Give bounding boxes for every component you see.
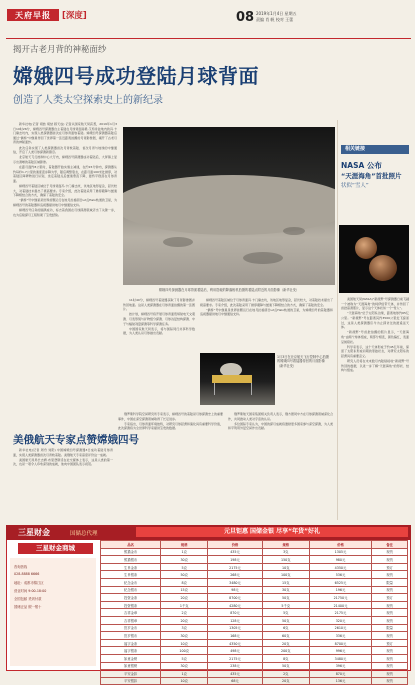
photo-crater: [243, 252, 283, 264]
paragraph: 按计划，嫦娥四号将开展月球背面低频射电天文观测、月表形貌与矿物组分探测、月球浅层结构探测、中子与辐射剂量探测等科学探测任务。: [123, 312, 195, 326]
ad-table-cell: 5克: [161, 563, 208, 571]
ad-table-cell: 福字金条: [101, 639, 161, 647]
ad-table-cell: 2175元: [309, 609, 372, 617]
ad-table-cell: 现货: [372, 548, 408, 556]
newspaper-logo: 天府早报: [7, 9, 59, 21]
ad-table-header: [101, 541, 408, 549]
ad-subtitle: 国储总代理: [70, 531, 98, 537]
lander-photo: [200, 353, 275, 405]
article2-column-1: [13, 448, 113, 520]
ad-info-row: 国储正品 假一赔十: [14, 605, 42, 609]
ad-table-row: [101, 616, 408, 624]
ad-table-cell: 现货: [372, 632, 408, 640]
ad-table-cell: 现货: [372, 647, 408, 655]
ad-table-cell: 8700元: [309, 639, 372, 647]
section-label: [深度]: [62, 11, 87, 21]
ad-table-header-cell: 规格: [262, 541, 309, 549]
ad-table-row: [101, 594, 408, 602]
ad-table-row: [101, 662, 408, 670]
sidebar-title-line2: “天涯海角”首批照片: [341, 172, 402, 180]
paragraph: 研究人员将在未来数月内陆续接收“新视野”号传回的数据，以进一步了解“天涯海角”的形状、结构与组成。: [341, 359, 409, 373]
ad-table-row: [101, 548, 408, 556]
ad-table-cell: 3克: [161, 624, 208, 632]
paragraph: 美国航天局(NASA)“新视野”号探测器日前飞越一个被称为“天涯海角”的柯伊伯带天体，并传回了首批高清照片，显示这个天体状似一个“雪人”。: [341, 297, 409, 311]
lunar-surface-photo: [123, 127, 335, 285]
ad-table-cell: 980元: [309, 556, 372, 564]
photo-lobe-large: [369, 255, 397, 281]
paragraph: 嫦娥四号着陆区域位于月球背面冯·卡门撞击坑，该地区地形复杂，起伏较大，对着陆技术提出了极高要求。专家介绍，此次着陆采用了悬停避障与缓速下降相结合的方式，确保了着陆的安全。: [13, 184, 117, 198]
ad-table-cell: 2175元: [208, 654, 263, 662]
ad-table-cell: 98元: [208, 586, 263, 594]
ad-table-cell: 4350元: [208, 639, 263, 647]
photo-crater: [163, 237, 193, 247]
lander-photo-caption: 1月3日在北京航天飞行控制中心拍摄的嫦娥四号着陆器传回的月面影像（新华社发）: [277, 355, 329, 368]
ad-table-cell: 10克: [161, 639, 208, 647]
ad-table-row: [101, 563, 408, 571]
article2-column-3: [228, 412, 333, 520]
ad-table-cell: 30克: [161, 662, 208, 670]
ad-table-cell: 熊猫银币: [101, 556, 161, 564]
ad-table-cell: 30克: [161, 556, 208, 564]
ad-table-cell: 50克: [161, 571, 208, 579]
ad-table-cell: 6525元: [309, 578, 372, 586]
photo-lobe-small: [355, 237, 377, 259]
paragraph: 新华社电(记者 胡喆 胡喆 顾天成) 记者从国家航天局获悉，2019年1月3日10时26分，嫦娥四号探测器自主着陆在月球背面南极-艾特肯盆地内的冯·卡门撞击坑内，实现人类探测器首次在月球背面软着陆。嫦娥四号探测器着陆后通过“鹊桥”中继星传回了世界第一张近距离拍摄的月背影像图，揭开了古老月背的神秘面纱。: [13, 122, 117, 145]
ad-table-cell: 平安银扣: [101, 677, 161, 685]
ad-table-cell: 5克: [262, 609, 309, 617]
ad-table-cell: 6克: [262, 624, 309, 632]
ad-table-cell: 20克: [161, 616, 208, 624]
ad-table-cell: 现货: [372, 654, 408, 662]
photo-caption: 嫦娥四号探测器在月球背面着陆后，利用搭载的降落相机拍摄的着陆点附近的月面影像（新华社发）: [158, 288, 300, 292]
ultima-thule-photo: [339, 225, 409, 293]
paragraph: 在距月面约8公里时，着陆器开始实施主减速，在约15分钟内，探测器从约每秒1.7公里的速度逐步降为零，随后调整姿态，在距月面100米处悬停，对着陆区障碍物进行识别，选定着陆点后缓速垂直下降，最终平稳落在月球背面。: [13, 165, 117, 183]
photo-crater: [283, 227, 305, 235]
ad-table-cell: 1千克: [161, 601, 208, 609]
ad-table-cell: 现货: [372, 670, 408, 678]
ad-table-cell: 20克: [161, 594, 208, 602]
ad-table-cell: 2610元: [309, 624, 372, 632]
ad-table-cell: 如意金锁: [101, 654, 161, 662]
ad-table-cell: 2175元: [208, 563, 263, 571]
ad-table-cell: 320元: [309, 616, 372, 624]
paragraph: 中国国家航天局表示，将与国际同行共享科学数据，为人类认识月球做出贡献。: [123, 326, 195, 336]
ad-table-cell: 336元: [309, 632, 372, 640]
ad-table-cell: 1克: [161, 670, 208, 678]
article-kicker: 揭开古老月背的神秘面纱: [13, 45, 107, 55]
ad-table-cell: 现货: [372, 609, 408, 617]
article2-title: 美俄航天专家点赞嫦娥四号: [13, 434, 139, 446]
ad-table-cell: 生肖金条: [101, 563, 161, 571]
ad-table-row: [101, 571, 408, 579]
ad-table-row: [101, 647, 408, 655]
ad-info-row: 028-8888 6666: [14, 572, 40, 576]
page-number: 08: [236, 10, 255, 25]
paragraph: 此次任务实现了人类探测器首次月背软着陆、首次月背与地球的中继通信，开启了人类月球探测新篇章。: [13, 145, 117, 155]
related-links-label: 相关链接: [341, 145, 409, 154]
ad-table-row: [101, 677, 408, 685]
article1-column-1: [13, 122, 117, 427]
ad-info-row: 地址：成都市锦江区: [14, 581, 44, 585]
ad-table-row: [101, 670, 408, 678]
ad-table-cell: 限量: [372, 578, 408, 586]
article-subhead: 创造了人类太空探索史上的新纪录: [13, 95, 163, 106]
ad-table-cell: 196元: [309, 586, 372, 594]
photo-panel: [212, 375, 252, 383]
ad-store-name: 三星财金商城: [18, 543, 93, 554]
paragraph: 新华社电(记者 周舟 刘阳) 中国嫦娥四号探测器3日成功着陆月球背面，实现人类探测器首次月背软着陆。美俄航天专家高度评价这一成就。: [13, 448, 113, 457]
column-divider: [337, 120, 338, 520]
ad-table-header-cell: 价格: [208, 541, 263, 549]
ad-table-cell: 贺岁金币: [101, 624, 161, 632]
ad-table-row: [101, 639, 408, 647]
ad-table-cell: 10克: [161, 677, 208, 685]
ad-info-row: 营业时间 9:00-18:00: [14, 589, 47, 593]
ad-table-cell: 现货: [372, 662, 408, 670]
ad-table-cell: 贺岁银币: [101, 632, 161, 640]
paragraph: “新视野”号首批拍摄的照片显示，“天涯海角”由两个球体组成，两部分相连，颜色偏红，表面呈斑驳状。: [341, 330, 409, 344]
ad-table-cell: 3480元: [309, 654, 372, 662]
ad-table-row: [101, 586, 408, 594]
article1-column-2: [123, 298, 195, 423]
article2-column-2: [118, 412, 223, 520]
ad-table-cell: 8克: [262, 654, 309, 662]
ad-table-row: [101, 601, 408, 609]
paragraph: “鹊桥”号中继星是世界首颗运行在地月拉格朗日L2点Halo轨道的卫星，为嫦娥四号的着陆器和巡视器提供地月中继通信支持。: [200, 307, 333, 317]
paragraph: “鹊桥”号中继星是世界首颗运行在地月拉格朗日L2点Halo轨道的卫星，为嫦娥四号的着陆器和巡视器提供地月中继通信支持。: [13, 198, 117, 208]
ad-table-cell: 21750元: [309, 594, 372, 602]
editor-text: 责编 肖 帆 校对 王蕾: [256, 16, 294, 22]
ad-table-cell: 5克: [161, 654, 208, 662]
paragraph: 专家指出，月球背面环境独特，对研究月球起源和演化具有重要科学价值，此次探测将为全世界科学家提供宝贵的数据。: [118, 421, 223, 431]
ad-table-cell: 如意银锁: [101, 662, 161, 670]
ad-table-cell: 20克: [262, 639, 309, 647]
ad-table-cell: 4280元: [208, 601, 263, 609]
ad-table-row: [101, 654, 408, 662]
ad-table-cell: 2克: [262, 670, 309, 678]
ad-table-cell: 预订: [372, 594, 408, 602]
ad-table-cell: 4350元: [309, 563, 372, 571]
paragraph: 科学家表示，这个天体形成于约45亿年前，保留了太阳系形成初期的原始状态，对研究太阳系的起源具有重要意义。: [341, 344, 409, 358]
ad-table-cell: 预订: [372, 639, 408, 647]
ad-table-cell: 870元: [309, 670, 372, 678]
ad-table-cell: 238元: [208, 662, 263, 670]
ad-table-cell: 50克: [262, 594, 309, 602]
ad-table-cell: 现货: [372, 586, 408, 594]
ad-info-row: 咨询热线: [14, 565, 28, 569]
ad-table-cell: 吉祥金章: [101, 609, 161, 617]
ad-table-cell: 3480元: [208, 578, 263, 586]
paragraph: 多位国际专家认为，中国的探月成就将激励更多国家参与深空探测，为人类和平利用外层空间作出贡献。: [228, 421, 333, 431]
paragraph: 嫦娥四号任务的圆满成功，标志着我国在月球探测领域迈出了关键一步，也为后续探月工程积累了宝贵经验。: [13, 208, 117, 217]
photo-legs: [214, 383, 252, 395]
ad-table-row: [101, 632, 408, 640]
ad-table-cell: 1305元: [309, 548, 372, 556]
ad-table-row: [101, 556, 408, 564]
article1-column-3: [200, 298, 333, 350]
ad-table-cell: 8700元: [208, 594, 263, 602]
ad-table-cell: 128元: [208, 616, 263, 624]
ad-table-cell: 现货: [372, 571, 408, 579]
ad-table-cell: 536元: [309, 571, 372, 579]
ad-table-cell: 15克: [262, 578, 309, 586]
paragraph: 北京航天飞行控制中心大厅内，嫦娥四号探测器成功着陆后，大屏幕上显示出清晰的着陆区域影像。: [13, 155, 117, 164]
ad-table-cell: 100克: [161, 647, 208, 655]
ad-table-cell: 福字银条: [101, 647, 161, 655]
ad-table-cell: 870元: [208, 609, 263, 617]
ad-table-header-cell: 备注: [372, 541, 408, 549]
ad-table-cell: 纪念金币: [101, 578, 161, 586]
ad-table-cell: 21400元: [309, 601, 372, 609]
ad-table-cell: 投资银条: [101, 601, 161, 609]
ad-table-cell: 现货: [372, 556, 408, 564]
ad-table-cell: 435元: [208, 548, 263, 556]
ad-table-cell: 996元: [309, 647, 372, 655]
ad-table-cell: 50克: [262, 662, 309, 670]
photo-ridge: [123, 175, 335, 235]
date-text: 2019年1月4日 星期五: [256, 11, 297, 16]
ad-info-row: 全国包邮 货到付款: [14, 597, 42, 601]
ad-table-row: [101, 609, 408, 617]
paragraph: 嫦娥四号着陆区域位于月球背面冯·卡门撞击坑，该地区地形复杂，起伏较大，对着陆技术提出了极高要求。专家介绍，此次着陆采用了悬停避障与缓速下降相结合的方式，确保了着陆的安全。: [200, 298, 333, 307]
ad-table-cell: 30克: [262, 586, 309, 594]
ad-table-cell: 435元: [208, 670, 263, 678]
ad-table-cell: 生肖银条: [101, 571, 161, 579]
ad-banner: 元旦钜惠 国储金银 尽享“年货”好礼: [136, 527, 408, 537]
ad-table-cell: 198元: [208, 556, 263, 564]
ad-table-cell: 50克: [262, 616, 309, 624]
paragraph: “天涯海角”位于太阳系边缘，距离地球约65亿公里。“新视野”号在距离其约3500公里处飞掠而过，这是人类探测器迄今为止探访过的最遥远天体。: [341, 311, 409, 330]
ad-price-table: [100, 540, 408, 685]
ad-table-cell: 5千克: [262, 601, 309, 609]
ad-table-cell: 3克: [262, 548, 309, 556]
ad-table-cell: 150克: [262, 556, 309, 564]
ad-table-header-cell: 规格: [161, 541, 208, 549]
ad-table-cell: 20克: [262, 677, 309, 685]
ad-logo: 三星财金: [18, 527, 50, 537]
ad-table-cell: 1克: [161, 548, 208, 556]
ad-table-cell: 200克: [262, 647, 309, 655]
dateline: [256, 11, 297, 22]
ad-table-cell: 268元: [208, 571, 263, 579]
ad-table-cell: 1305元: [208, 624, 263, 632]
ad-table-cell: 投资金条: [101, 594, 161, 602]
ad-table-cell: 平安金扣: [101, 670, 161, 678]
ad-table-cell: 现货: [372, 677, 408, 685]
ad-table-header-cell: 价格: [309, 541, 372, 549]
ad-table-cell: 30克: [161, 632, 208, 640]
ad-table-cell: 10克: [262, 563, 309, 571]
ad-table-row: [101, 578, 408, 586]
ad-table-cell: 168元: [208, 632, 263, 640]
ad-table-cell: 现货: [372, 601, 408, 609]
ad-table-cell: 吉祥银章: [101, 616, 161, 624]
paragraph: 11时40分，嫦娥四号着陆器获取了月背影像图并传回地面。这是人类探测器在月球背面拍摄的第一张图片。: [123, 298, 195, 312]
sidebar-title: NASA 公布: [341, 161, 382, 170]
paragraph: 俄罗斯航天国家集团相关负责人表示，俄方愿同中方在月球探测领域深化合作，共同推动人类对宇宙的认识。: [228, 412, 333, 421]
ad-table-cell: 2克: [161, 609, 208, 617]
ad-info-panel: [10, 558, 96, 666]
sidebar-title-line3: 状似“雪人”: [341, 183, 369, 189]
ad-table-cell: 熊猫金币: [101, 548, 161, 556]
paragraph: 美国航天局局长吉姆·布里登斯廷在社交媒体上表示，这是人类的第一次，也是一项令人印象深刻的成就，他向中国团队表示祝贺。: [13, 457, 113, 467]
ad-table-row: [101, 624, 408, 632]
ad-table-cell: 60克: [262, 632, 309, 640]
ad-table-cell: 136元: [309, 677, 372, 685]
ad-table-header-cell: 品名: [101, 541, 161, 549]
article-headline: 嫦娥四号成功登陆月球背面: [13, 64, 259, 88]
ad-table-cell: 498元: [208, 647, 263, 655]
ad-table-cell: 纪念银币: [101, 586, 161, 594]
ad-table-cell: 100克: [262, 571, 309, 579]
ad-table-cell: 预订: [372, 563, 408, 571]
sidebar-body: [341, 297, 409, 519]
ad-table-cell: 8克: [161, 578, 208, 586]
paragraph: 俄罗斯科学院空间研究所专家表示，嫦娥四号的着陆是月球探测史上的重要事件，中国在深空探测领域取得了长足进步。: [118, 412, 223, 421]
ad-table-cell: 396元: [309, 662, 372, 670]
ad-table-cell: 68元: [208, 677, 263, 685]
ad-table-cell: 限量: [372, 624, 408, 632]
ad-table-cell: 现货: [372, 616, 408, 624]
ad-table-cell: 15克: [161, 586, 208, 594]
